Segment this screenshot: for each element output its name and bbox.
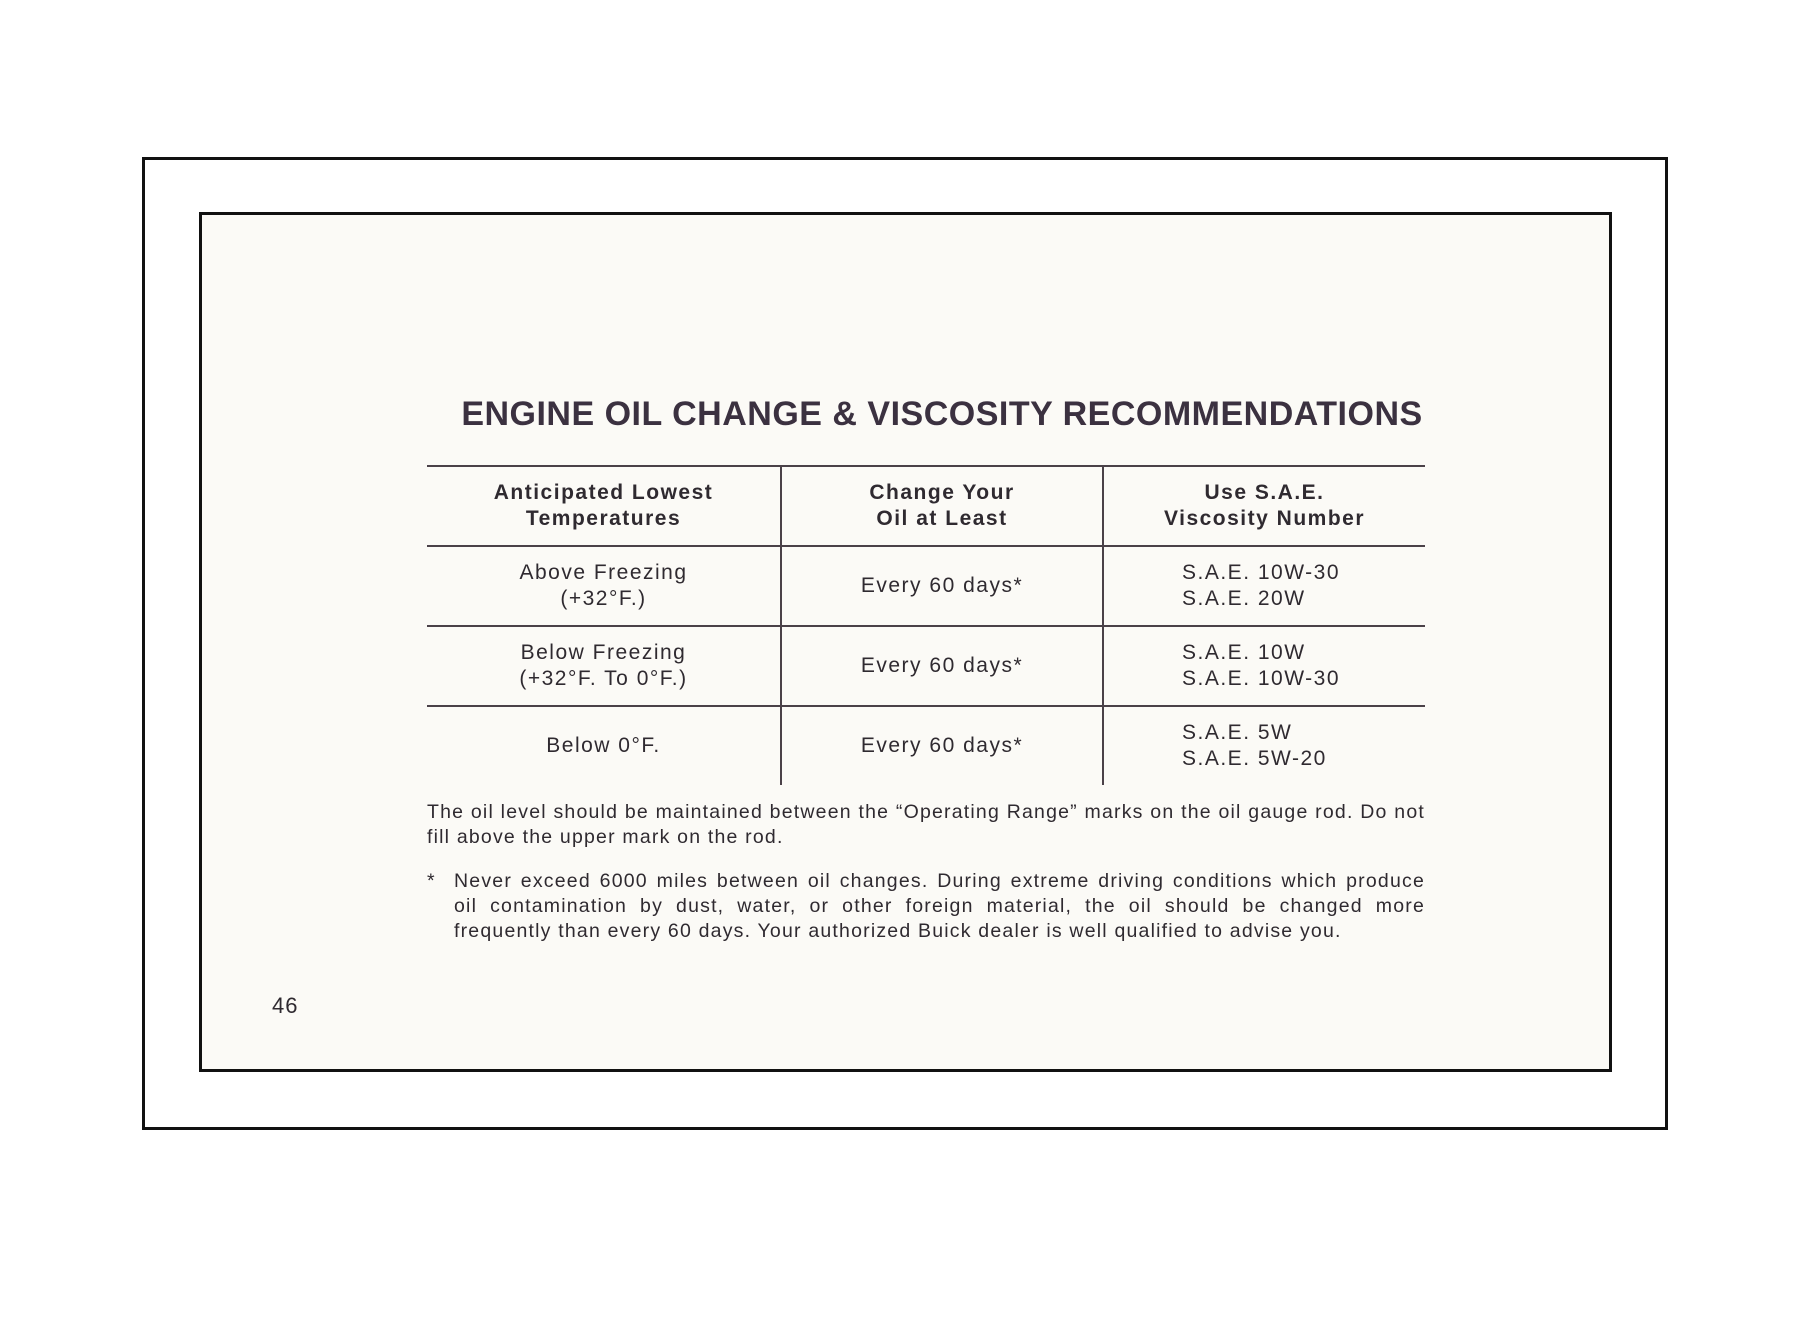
interval-cell: Every 60 days* xyxy=(781,706,1103,785)
viscosity-cell: S.A.E. 10W S.A.E. 10W-30 xyxy=(1103,626,1425,706)
temperature-cell: Below 0°F. xyxy=(546,734,661,757)
interval-cell: Every 60 days* xyxy=(781,626,1103,706)
table-row xyxy=(427,706,1425,785)
table-row xyxy=(427,626,1425,706)
footnote-marker: * xyxy=(427,870,436,892)
interval-cell: Every 60 days* xyxy=(781,546,1103,626)
header-change-interval: Change Your Oil at Least xyxy=(781,466,1103,546)
table-header-row xyxy=(427,466,1425,546)
oil-level-note: The oil level should be maintained between the “Operating Range” marks on the oil gauge rod. Do not fill above the upper mark on the rod. xyxy=(427,801,1425,848)
scanned-page xyxy=(199,212,1612,1072)
viscosity-cell: S.A.E. 5W S.A.E. 5W-20 xyxy=(1103,706,1425,785)
temperature-cell: Below Freezing (+32°F. To 0°F.) xyxy=(427,626,781,706)
footnote-text: Never exceed 6000 miles between oil changes. During extreme driving conditions which produce oil contamination by dust, water, or other foreign material, the oil should be changed more frequently than every 60 days. Your authorized Buick dealer is well qualified to advise you. xyxy=(454,870,1425,942)
viscosity-cell: S.A.E. 10W-30 S.A.E. 20W xyxy=(1103,546,1425,626)
header-viscosity: Use S.A.E. Viscosity Number xyxy=(1103,466,1425,546)
header-temperatures: Anticipated Lowest Temperatures xyxy=(427,466,781,546)
page-title: ENGINE OIL CHANGE & VISCOSITY RECOMMENDATIONS xyxy=(461,395,1423,433)
temperature-cell: Above Freezing (+32°F.) xyxy=(427,546,781,626)
footnote xyxy=(427,869,1425,944)
table-row xyxy=(427,546,1425,626)
oil-recommendation-table xyxy=(427,465,1425,785)
page-number: 46 xyxy=(272,993,299,1018)
